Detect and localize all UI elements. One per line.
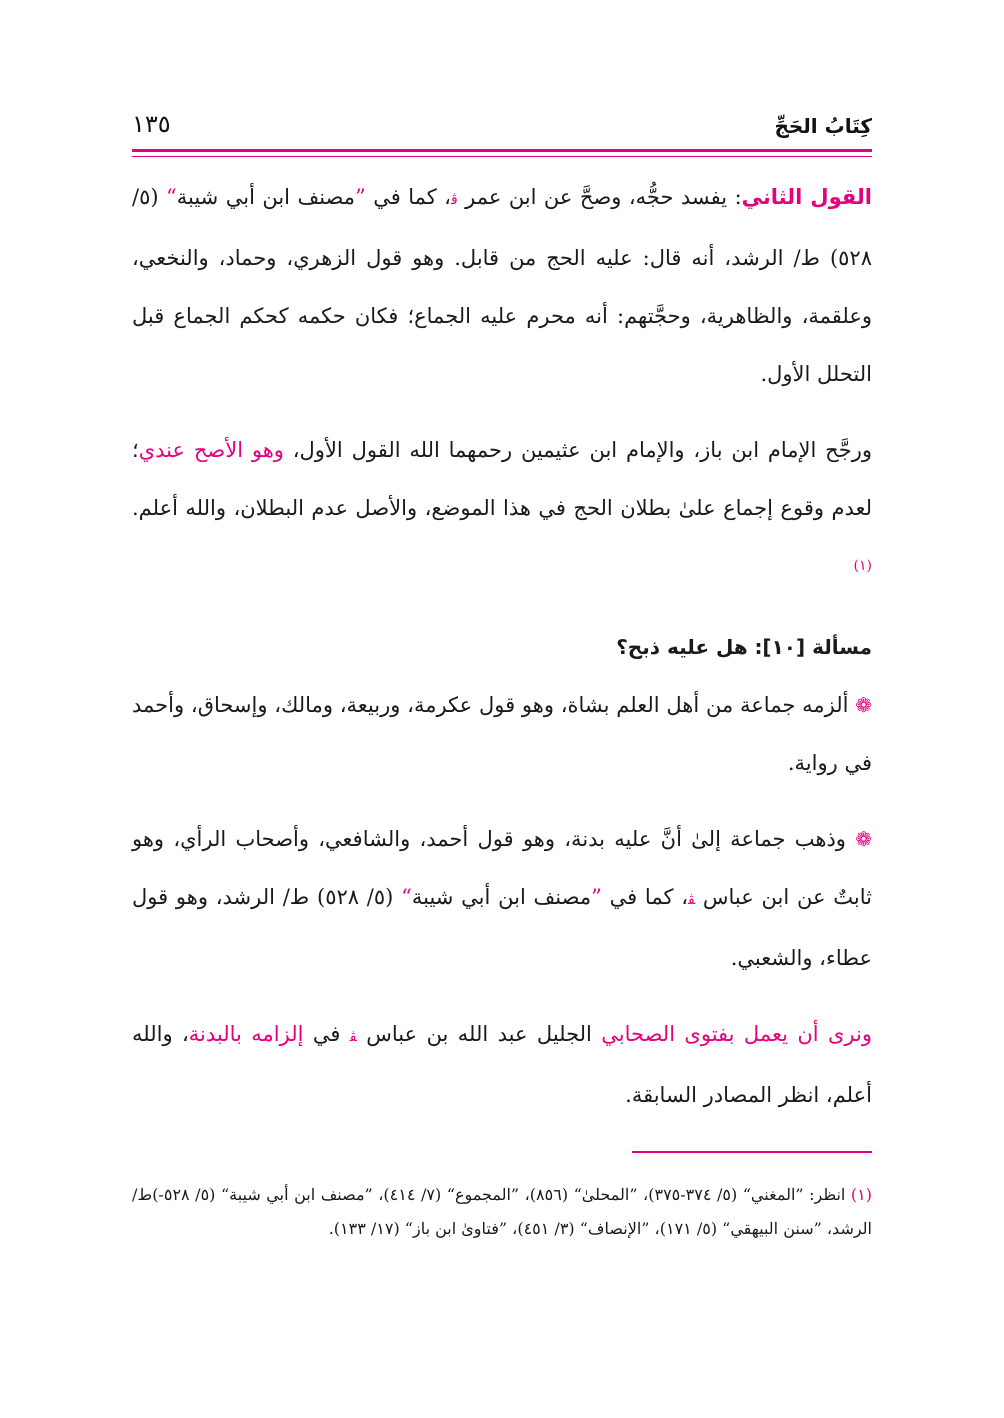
paragraph-preference: ورجَّح الإمام ابن باز، والإمام ابن عثيمين رحمهما الله القول الأول، وهو الأصح عندي؛ لعدم وقوع إجماع علىٰ بطلان الحج في هذا الموضع، والأصل عدم البطلان، والله أعلم.$^{(١)}$ [132,438,872,574]
author-opinion-highlight: وهو الأصح عندي [138,438,284,462]
honorific-glyph: ﭬ [450,192,458,208]
footnote-reference: (١) [853,558,872,574]
header-rule-thin [132,156,872,157]
footnote [132,1178,872,1246]
honorific-glyph: ﭭ [349,1029,357,1045]
issue-heading [132,618,872,676]
flower-bullet-icon: ❁ [855,827,872,851]
page-header [132,108,872,152]
footnote-number: (١) [850,1185,872,1204]
book-reference: مصنف ابن أبي شيبة [411,885,592,909]
handwritten-highlight: إلزامه بالبدنة [188,1022,304,1046]
flower-bullet-icon: ❁ [855,693,872,717]
second-opinion-lead: القول الثاني [741,185,872,209]
issue-question: هل عليه ذبح؟ [616,635,748,659]
book-reference: مصنف ابن أبي شيبة [176,185,356,209]
issue-label: مسألة [١٠]: [754,635,872,659]
bullet-item-sheep: ❁ ألزمه جماعة من أهل العلم بشاة، وهو قول عكرمة، وربيعة، ومالك، وإسحاق، وأحمد في رواية. [132,693,872,775]
paragraph-conclusion: ونرى أن يعمل بفتوى الصحابي الجليل عبد الله بن عباس ﭭ في إلزامه بالبدنة، والله أعلم، انظر المصادر السابقة. [132,1022,872,1107]
book-title: كِتَابُ الحَجِّ [774,114,872,138]
page-number: ١٣٥ [132,110,171,138]
header-rule-thick [132,149,872,152]
honorific-glyph: ﭭ [688,892,696,908]
main-text [132,168,872,1124]
footnote-text: انظر: ”المغني“ (٥/ ٣٧٤-٣٧٥)، ”المحلىٰ“ (٨٥٦)، ”المجموع“ (٧/ ٤١٤)، ”مصنف ابن أبي شيبة“ (٥/ ٥٢٨-)ط/ الرشد، ”سنن البيهقي“ (٥/ ١٧١)، ”الإنصاف“ (٣/ ٤٥١)، ”فتاوىٰ ابن باز“ (١٧/ ١٣٣). [132,1185,872,1238]
handwritten-highlight: ونرى أن يعمل بفتوى الصحابي [601,1022,872,1046]
paragraph-second-opinion: القول الثاني: يفسد حجُّه، وصحَّ عن ابن عمر ﭬ، كما في ”مصنف ابن أبي شيبة“ (٥/ ٥٢٨) ط/ الرشد، أنه قال: عليه الحج من قابل. وهو قول الزهري، وحماد، والنخعي، وعلقمة، والظاهرية، وحجَّتهم: أنه محرم عليه الجماع؛ فكان حكمه كحكم الجماع قبل التحلل الأول. [132,185,872,386]
footnote-separator [632,1151,872,1153]
bullet-item-camel: ❁ وذهب جماعة إلىٰ أنَّ عليه بدنة، وهو قول أحمد، والشافعي، وأصحاب الرأي، وهو ثابتٌ عن ابن عباس ﭭ، كما في ”مصنف ابن أبي شيبة“ (٥/ ٥٢٨) ط/ الرشد، وهو قول عطاء، والشعبي. [132,827,872,970]
